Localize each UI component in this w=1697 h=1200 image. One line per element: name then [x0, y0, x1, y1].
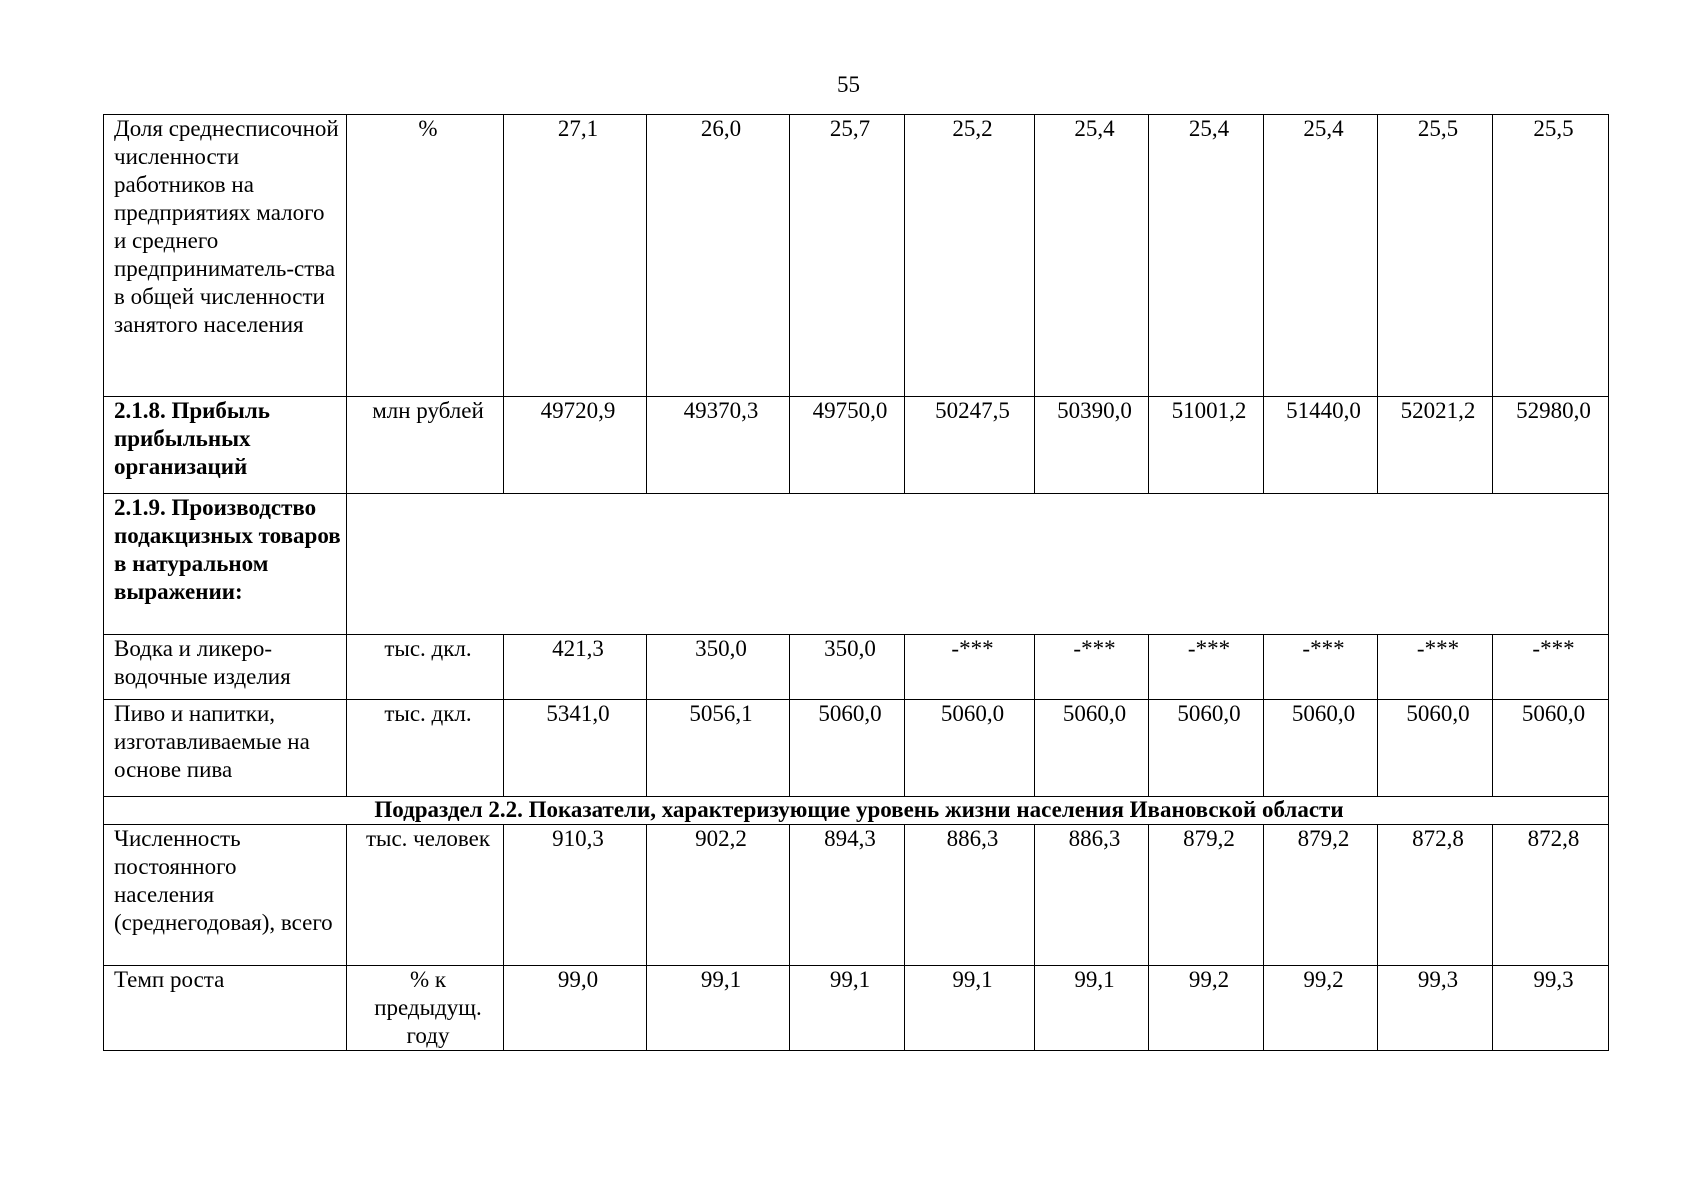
row-value: -***: [905, 635, 1035, 700]
row-value: 99,1: [905, 966, 1035, 1051]
row-value: 879,2: [1264, 825, 1378, 966]
row-value: 902,2: [647, 825, 790, 966]
row-value: -***: [1493, 635, 1609, 700]
table-row: [104, 115, 1609, 397]
row-value: -***: [1149, 635, 1264, 700]
row-unit: тыс. дкл.: [347, 635, 504, 700]
row-unit: % к предыдущ. году: [347, 966, 504, 1051]
row-label: Пиво и напитки, изготавливаемые на основе пива: [104, 700, 347, 797]
row-label: 2.1.8. Прибыль прибыльных организаций: [104, 397, 347, 494]
row-value: 872,8: [1493, 825, 1609, 966]
row-unit: тыс. дкл.: [347, 700, 504, 797]
row-value: 99,3: [1493, 966, 1609, 1051]
row-value: -***: [1264, 635, 1378, 700]
table-row: [104, 966, 1609, 1051]
row-value: 5060,0: [1493, 700, 1609, 797]
row-value: 99,1: [647, 966, 790, 1051]
row-value: 27,1: [504, 115, 647, 397]
row-value: 99,2: [1149, 966, 1264, 1051]
row-value: 25,5: [1493, 115, 1609, 397]
table-row: [104, 635, 1609, 700]
row-value: 5060,0: [1378, 700, 1493, 797]
row-label: Водка и ликеро-водочные изделия: [104, 635, 347, 700]
row-value: 49720,9: [504, 397, 647, 494]
row-value: 5060,0: [1149, 700, 1264, 797]
row-value: 25,7: [790, 115, 905, 397]
row-value: 350,0: [790, 635, 905, 700]
row-value: 99,3: [1378, 966, 1493, 1051]
indicators-table: [103, 114, 1609, 1051]
row-value: 26,0: [647, 115, 790, 397]
row-value: 51001,2: [1149, 397, 1264, 494]
row-value: 5060,0: [1264, 700, 1378, 797]
row-label: Темп роста: [104, 966, 347, 1051]
row-value: 894,3: [790, 825, 905, 966]
row-value: 350,0: [647, 635, 790, 700]
row-unit: %: [347, 115, 504, 397]
table-row: [104, 700, 1609, 797]
row-value: 25,5: [1378, 115, 1493, 397]
row-value: 5341,0: [504, 700, 647, 797]
row-value: 25,4: [1264, 115, 1378, 397]
row-value: 99,1: [790, 966, 905, 1051]
table-row: [104, 397, 1609, 494]
row-value: 5056,1: [647, 700, 790, 797]
row-value: 49750,0: [790, 397, 905, 494]
section-heading: Подраздел 2.2. Показатели, характеризующие уровень жизни населения Ивановской области: [104, 797, 1609, 825]
row-value: -***: [1035, 635, 1149, 700]
row-unit: млн рублей: [347, 397, 504, 494]
row-value: 99,0: [504, 966, 647, 1051]
row-value: 49370,3: [647, 397, 790, 494]
row-value: 25,4: [1035, 115, 1149, 397]
row-value: 872,8: [1378, 825, 1493, 966]
row-value: 910,3: [504, 825, 647, 966]
row-unit: тыс. человек: [347, 825, 504, 966]
row-value: 99,2: [1264, 966, 1378, 1051]
table-row: [104, 494, 1609, 635]
row-value: 50390,0: [1035, 397, 1149, 494]
empty-cell: [347, 494, 1609, 635]
row-value: 5060,0: [790, 700, 905, 797]
row-value: -***: [1378, 635, 1493, 700]
row-value: 50247,5: [905, 397, 1035, 494]
table-row: [104, 825, 1609, 966]
row-value: 99,1: [1035, 966, 1149, 1051]
row-value: 879,2: [1149, 825, 1264, 966]
row-value: 51440,0: [1264, 397, 1378, 494]
row-label: 2.1.9. Производство подакцизных товаров в натуральном выражении:: [104, 494, 347, 635]
row-value: 886,3: [1035, 825, 1149, 966]
row-label: Доля среднесписочной численности работников на предприятиях малого и среднего предприниматель-ства в общей численности занятого населения: [104, 115, 347, 397]
row-value: 421,3: [504, 635, 647, 700]
row-value: 886,3: [905, 825, 1035, 966]
row-value: 25,2: [905, 115, 1035, 397]
row-value: 25,4: [1149, 115, 1264, 397]
row-value: 52021,2: [1378, 397, 1493, 494]
row-value: 5060,0: [1035, 700, 1149, 797]
row-label: Численность постоянного населения (среднегодовая), всего: [104, 825, 347, 966]
row-value: 5060,0: [905, 700, 1035, 797]
row-value: 52980,0: [1493, 397, 1609, 494]
page-number: 55: [837, 72, 860, 97]
section-row: [104, 797, 1609, 825]
